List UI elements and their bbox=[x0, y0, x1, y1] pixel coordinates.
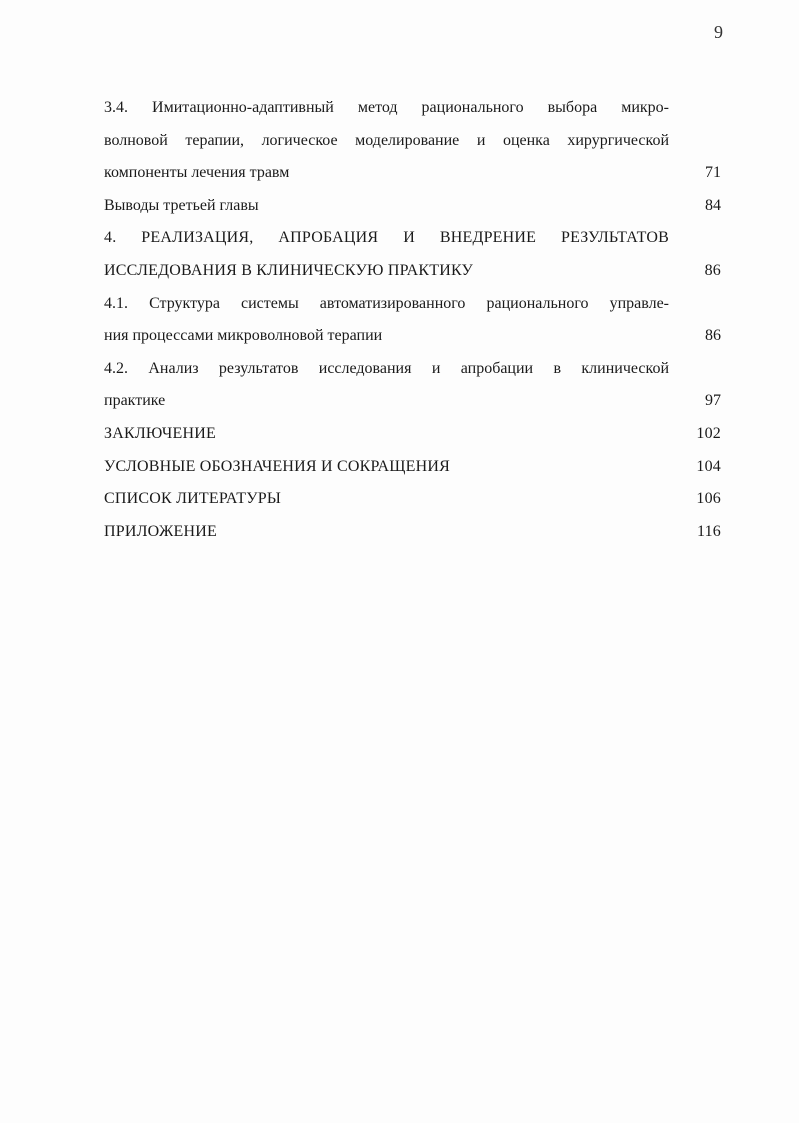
toc-entry-3-4-line-3 bbox=[104, 157, 721, 190]
toc-entry-conclusion bbox=[104, 418, 721, 451]
toc-entry-text: Выводы третьей главы bbox=[104, 196, 259, 214]
toc-page-number: 104 bbox=[696, 457, 721, 475]
toc-entry-chapter-4-line-2 bbox=[104, 255, 721, 288]
toc-page-number: 116 bbox=[696, 522, 721, 540]
toc-entry-text: ИССЛЕДОВАНИЯ В КЛИНИЧЕСКУЮ ПРАКТИКУ bbox=[104, 261, 474, 279]
toc-page-number: 71 bbox=[705, 164, 721, 182]
toc-entry-chapter-4-line-1 bbox=[104, 222, 721, 255]
toc-entry-text: компоненты лечения травм bbox=[104, 164, 290, 182]
toc-entry-appendix bbox=[104, 516, 721, 549]
toc-page-number: 97 bbox=[705, 392, 721, 410]
toc-page-number: 86 bbox=[704, 261, 721, 279]
toc-page-number: 106 bbox=[696, 490, 721, 508]
toc-entry-text: СПИСОК ЛИТЕРАТУРЫ bbox=[104, 490, 281, 508]
toc-entry-text: 4. РЕАЛИЗАЦИЯ, АПРОБАЦИЯ И ВНЕДРЕНИЕ РЕЗУЛЬТАТОВ bbox=[104, 229, 669, 247]
toc-entry-text: ЗАКЛЮЧЕНИЕ bbox=[104, 424, 216, 442]
toc-page-number: 86 bbox=[705, 327, 721, 345]
toc-entry-4-1-line-1 bbox=[104, 288, 721, 321]
toc-entry-text: практике bbox=[104, 392, 166, 410]
toc-page-number: 102 bbox=[696, 424, 721, 442]
toc-entry-3-4-line-1 bbox=[104, 92, 721, 125]
toc-entry-4-2-line-2 bbox=[104, 385, 721, 418]
toc-entry-4-2-line-1 bbox=[104, 353, 721, 386]
toc-entry-references bbox=[104, 483, 721, 516]
toc-entry-abbreviations bbox=[104, 451, 721, 484]
toc-entry-text: 4.1. Структура системы автоматизированного рационального управле- bbox=[104, 294, 669, 312]
toc-entry-text: УСЛОВНЫЕ ОБОЗНАЧЕНИЯ И СОКРАЩЕНИЯ bbox=[104, 457, 450, 475]
toc-entry-3-4-line-2 bbox=[104, 125, 721, 158]
toc-entry-text: волновой терапии, логическое моделирование и оценка хирургической bbox=[104, 131, 669, 149]
toc-entry-4-1-line-2 bbox=[104, 320, 721, 353]
toc-entry-conclusions-ch3 bbox=[104, 190, 721, 223]
toc-entry-text: ПРИЛОЖЕНИЕ bbox=[104, 522, 218, 540]
page-number-mark: 9 bbox=[714, 22, 723, 42]
toc-entry-text: 3.4. Имитационно-адаптивный метод рационального выбора микро- bbox=[104, 99, 669, 116]
toc-entry-text: ния процессами микроволновой терапии bbox=[104, 327, 383, 345]
table-of-contents bbox=[104, 92, 721, 548]
toc-page-number: 84 bbox=[705, 196, 721, 214]
toc-entry-text: 4.2. Анализ результатов исследования и апробации в клинической bbox=[104, 359, 669, 377]
